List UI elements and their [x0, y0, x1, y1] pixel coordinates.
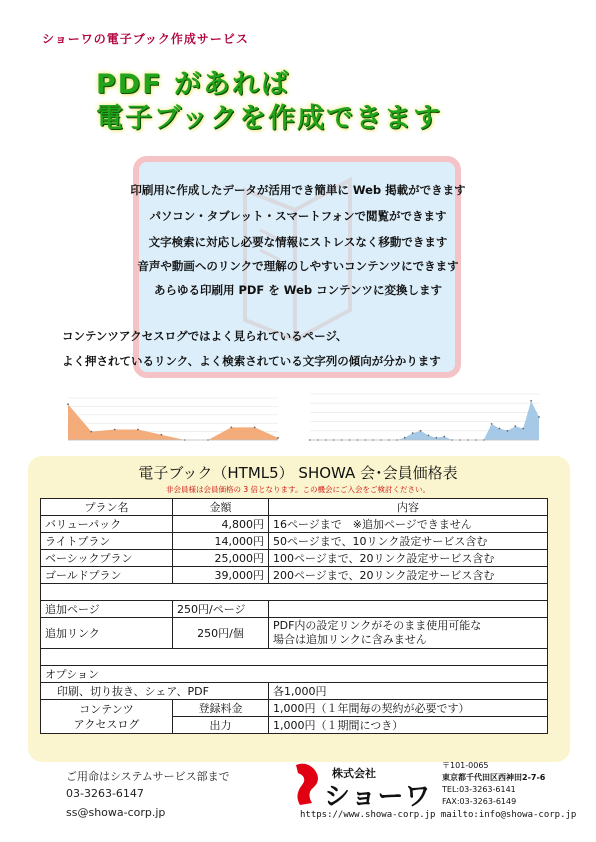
table-row	[41, 550, 548, 567]
plan-name: バリューパック	[41, 516, 173, 533]
data-point	[114, 429, 116, 431]
data-point	[530, 400, 532, 402]
option-print-name: 印刷、切り抜き、シェア、PDF	[41, 683, 269, 700]
feature-1: 印刷用に作成したデータが活用でき簡単に Web 掲載ができます	[130, 183, 466, 197]
feature-2: パソコン・タブレット・スマートフォンで閲覧ができます	[149, 209, 447, 223]
data-point	[137, 429, 139, 431]
data-point	[254, 427, 256, 429]
data-point	[538, 416, 540, 418]
access-log-line-1: コンテンツアクセスログではよく見られているページ、	[62, 329, 348, 343]
price-table	[40, 498, 548, 734]
data-point	[443, 436, 445, 438]
extra-link-content	[269, 618, 548, 649]
data-point	[491, 423, 493, 425]
spacer-row	[41, 584, 548, 601]
search-trend-chart	[300, 388, 545, 454]
data-point	[420, 430, 422, 432]
plan-price: 14,000円	[173, 533, 269, 550]
data-point	[160, 434, 162, 436]
data-point	[507, 430, 509, 432]
access-log-line-2: よく押されているリンク、よく検索されている文字列の傾向が分かります	[62, 354, 441, 368]
series-area	[310, 401, 539, 440]
option-log-out-label: 出力	[173, 717, 269, 734]
table-row	[41, 700, 548, 717]
page-views-chart	[40, 388, 290, 454]
plan-name: ライトプラン	[41, 533, 173, 550]
logo-kabushiki: 株式会社	[332, 768, 376, 780]
title-line-1: PDF があれば	[96, 69, 291, 100]
company-postal: 〒101-0065	[442, 761, 489, 770]
data-point	[277, 437, 279, 439]
table-header-row	[41, 499, 548, 516]
company-links	[300, 810, 576, 820]
extra-link-name: 追加リンク	[41, 618, 173, 649]
data-point	[428, 435, 430, 437]
options-label: オプション	[41, 666, 548, 683]
header-price: 金額	[173, 499, 269, 516]
option-log-name	[41, 700, 173, 734]
plan-content: 100ページまで、20リンク設定サービス含む	[269, 550, 548, 567]
plan-content: 200ページまで、20リンク設定サービス含む	[269, 567, 548, 584]
plan-content: 16ページまで ※追加ページできません	[269, 516, 548, 533]
data-point	[412, 432, 414, 434]
option-log-out-value: 1,000円（１期間につき）	[269, 717, 548, 734]
company-fax: FAX:03-3263-6149	[442, 797, 517, 806]
extra-link-content-line-1: PDF内の設定リンクがそのまま使用可能な	[273, 619, 482, 632]
option-log-name-line-2: アクセスログ	[73, 717, 140, 731]
plan-content: 50ページまで、10リンク設定サービス含む	[269, 533, 548, 550]
contact-email[interactable]: ss@showa-corp.jp	[66, 806, 166, 819]
option-print-price: 各1,000円	[269, 683, 548, 700]
series-area	[68, 404, 278, 440]
option-log-name-line-1: コンテンツ	[79, 702, 134, 716]
title-line-2: 電子ブックを作成できます	[96, 103, 443, 134]
extra-page-price: 250円/ページ	[173, 601, 269, 618]
extra-link-content-line-2: 場合は追加リンクに含みません	[273, 633, 427, 646]
plan-name: ベーシックプラン	[41, 550, 173, 567]
tagline: ショーワの電子ブック作成サービス	[42, 32, 249, 46]
contact-phone[interactable]: 03-3263-6147	[66, 787, 144, 800]
table-row	[41, 601, 548, 618]
plan-price: 39,000円	[173, 567, 269, 584]
company-address: 東京都千代田区西神田2-7-6	[442, 773, 546, 782]
data-point	[404, 437, 406, 439]
contact-line: ご用命はシステムサービス部まで	[66, 770, 230, 783]
table-row	[41, 516, 548, 533]
option-log-reg-value: 1,000円（１年間毎の契約が必要です）	[269, 700, 548, 717]
data-point	[435, 437, 437, 439]
company-url[interactable]: https://www.showa-corp.jp	[300, 810, 436, 820]
data-point	[499, 428, 501, 430]
extra-page-name: 追加ページ	[41, 601, 173, 618]
company-mail[interactable]: mailto:info@showa-corp.jp	[440, 810, 577, 820]
feature-4: 音声や動画へのリンクで理解のしやすいコンテンツにできます	[137, 259, 459, 273]
table-row	[41, 533, 548, 550]
table-row	[41, 683, 548, 700]
table-row	[41, 666, 548, 683]
table-row	[41, 618, 548, 649]
extra-page-content	[269, 601, 548, 618]
data-point	[230, 427, 232, 429]
showa-logo-icon	[292, 759, 438, 809]
extra-link-price: 250円/個	[173, 618, 269, 649]
option-log-reg-label: 登録料金	[173, 700, 269, 717]
feature-3: 文字検索に対応し必要な情報にストレスなく移動できます	[148, 235, 448, 249]
data-point	[522, 428, 524, 430]
plan-name: ゴールドプラン	[41, 567, 173, 584]
data-point	[514, 425, 516, 427]
plan-price: 4,800円	[173, 516, 269, 533]
spacer-row	[41, 649, 548, 666]
price-note: 非会員様は会員価格の 3 倍となります。この機会にご入会をご検討ください。	[166, 485, 430, 494]
feature-5: あらゆる印刷用 PDF を Web コンテンツに変換します	[153, 283, 443, 297]
logo-name: ショーワ	[324, 781, 432, 809]
table-row	[41, 567, 548, 584]
data-point	[90, 431, 92, 433]
header-plan: プラン名	[41, 499, 173, 516]
company-tel: TEL:03-3263-6141	[442, 785, 516, 794]
plan-price: 25,000円	[173, 550, 269, 567]
data-point	[67, 403, 69, 405]
header-content: 内容	[269, 499, 548, 516]
price-title: 電子ブック（HTML5） SHOWA 会･会員価格表	[138, 464, 458, 482]
